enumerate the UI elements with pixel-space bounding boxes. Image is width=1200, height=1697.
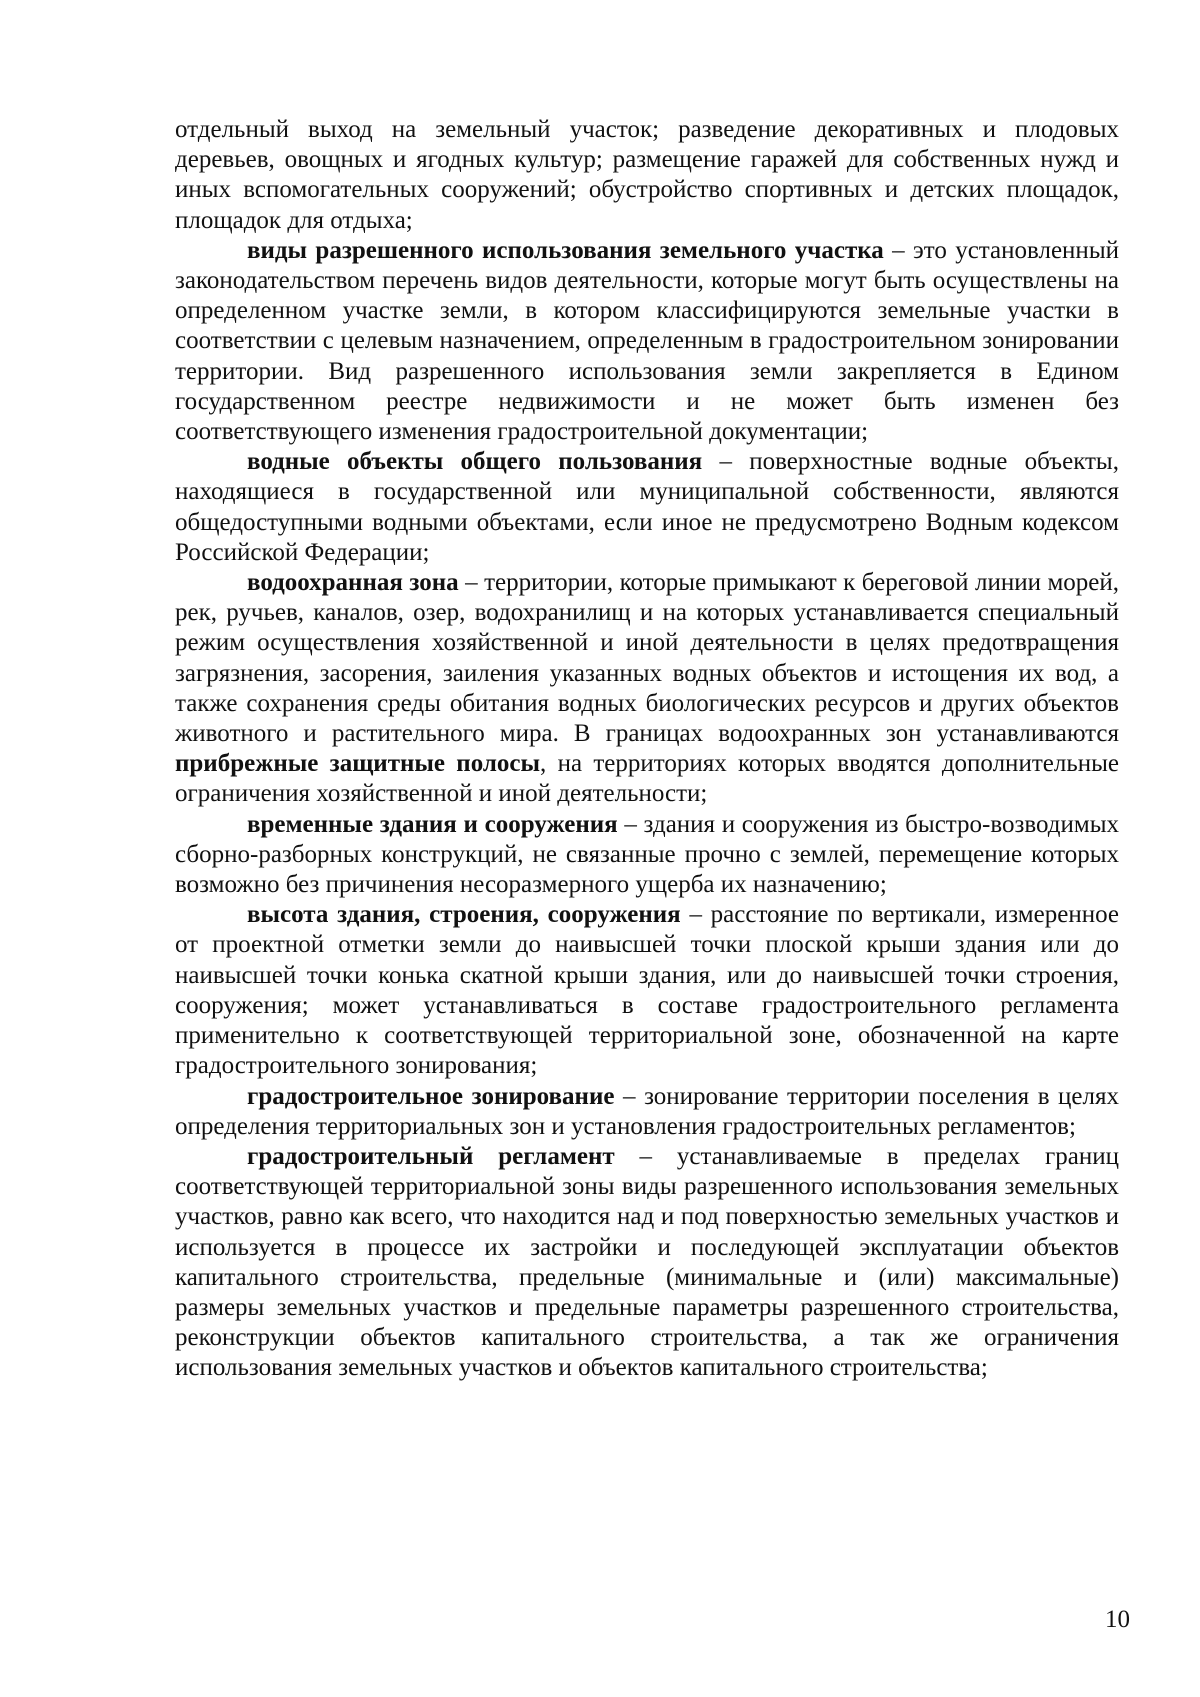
definition-text-continued: , на территориях которых вводятся дополнительные ограничения хозяйственной и иной деятельности; (175, 750, 1119, 808)
defined-term: виды разрешенного использования земельного участка (247, 236, 884, 264)
definition-paragraph (175, 900, 1119, 1081)
definition-text: – устанавливаемые в пределах границ соответствующей территориальной зоны виды разрешенного использования земельных участков, равно как всего, что находится над и под поверхностью земельных участков и используется в процессе их застройки и последующей эксплуатации объектов капитального строительства, предельные (минимальные и (или) максимальные) размеры земельных участков и предельные параметры разрешенного строительства, реконструкции объектов капитального строительства, а так же ограничения использования земельных участков и объектов капитального строительства; (175, 1142, 1120, 1382)
definition-text: – здания и сооружения из быстро-возводимых сборно-разборных конструкций, не связанные прочно с землей, перемещение которых возможно без причинения несоразмерного ущерба их назначению; (175, 810, 1119, 899)
definition-paragraph (175, 568, 1119, 810)
definition-text: – территории, которые примыкают к береговой линии морей, рек, ручьев, каналов, озер, водохранилищ и на которых устанавливается специальный режим осуществления хозяйственной и иной деятельности в целях предотвращения загрязнения, засорения, заиления указанных водных объектов и истощения их вод, а также сохранения среды обитания водных биологических ресурсов и других объектов животного и растительного мира. В границах водоохранных зон устанавливаются (175, 569, 1119, 748)
defined-term: временные здания и сооружения (247, 810, 618, 838)
paragraph-text: отдельный выход на земельный участок; разведение декоративных и плодовых деревьев, овощных и ягодных культур; размещение гаражей для собственных нужд и иных вспомогательных сооружений; обустройство спортивных и детских площадок, площадок для отдыха; (175, 116, 1119, 234)
page-number: 10 (1105, 1606, 1130, 1633)
definition-paragraph (175, 1082, 1119, 1142)
defined-term: водоохранная зона (247, 569, 459, 597)
defined-term: высота здания, строения, сооружения (247, 901, 681, 929)
paragraph-continuation (175, 115, 1119, 236)
definition-text: – это установленный законодательством перечень видов деятельности, которые могут быть осуществлены на определенном участке земли, в котором классифицируются земельные участки в соответствии с целевым назначением, определенным в градостроительном зонировании территории. Вид разрешенного использования земли закрепляется в Едином государственном реестре недвижимости и не может быть изменен без соответствующего изменения градостроительной документации; (175, 236, 1119, 446)
definition-paragraph (175, 236, 1119, 447)
definition-paragraph (175, 1142, 1119, 1384)
document-body (175, 115, 1119, 1384)
definition-paragraph (175, 810, 1119, 901)
definition-text: – расстояние по вертикали, измеренное от проектной отметки земли до наивысшей точки плоской крыши здания или до наивысшей точки конька скатной крыши здания, или до наивысшей точки строения, сооружения; может устанавливаться в составе градостроительного регламента применительно к соответствующей территориальной зоне, обозначенной на карте градостроительного зонирования; (175, 901, 1119, 1080)
defined-term: градостроительное зонирование (247, 1082, 615, 1110)
definition-text: – зонирование территории поселения в целях определения территориальных зон и установления градостроительных регламентов; (175, 1082, 1119, 1140)
defined-term-inline: прибрежные защитные полосы (175, 750, 541, 778)
defined-term: водные объекты общего пользования (247, 448, 703, 476)
definition-text: – поверхностные водные объекты, находящиеся в государственной или муниципальной собственности, являются общедоступными водными объектами, если иное не предусмотрено Водным кодексом Российской Федерации; (175, 448, 1119, 566)
defined-term: градостроительный регламент (247, 1142, 615, 1170)
definition-paragraph (175, 447, 1119, 568)
